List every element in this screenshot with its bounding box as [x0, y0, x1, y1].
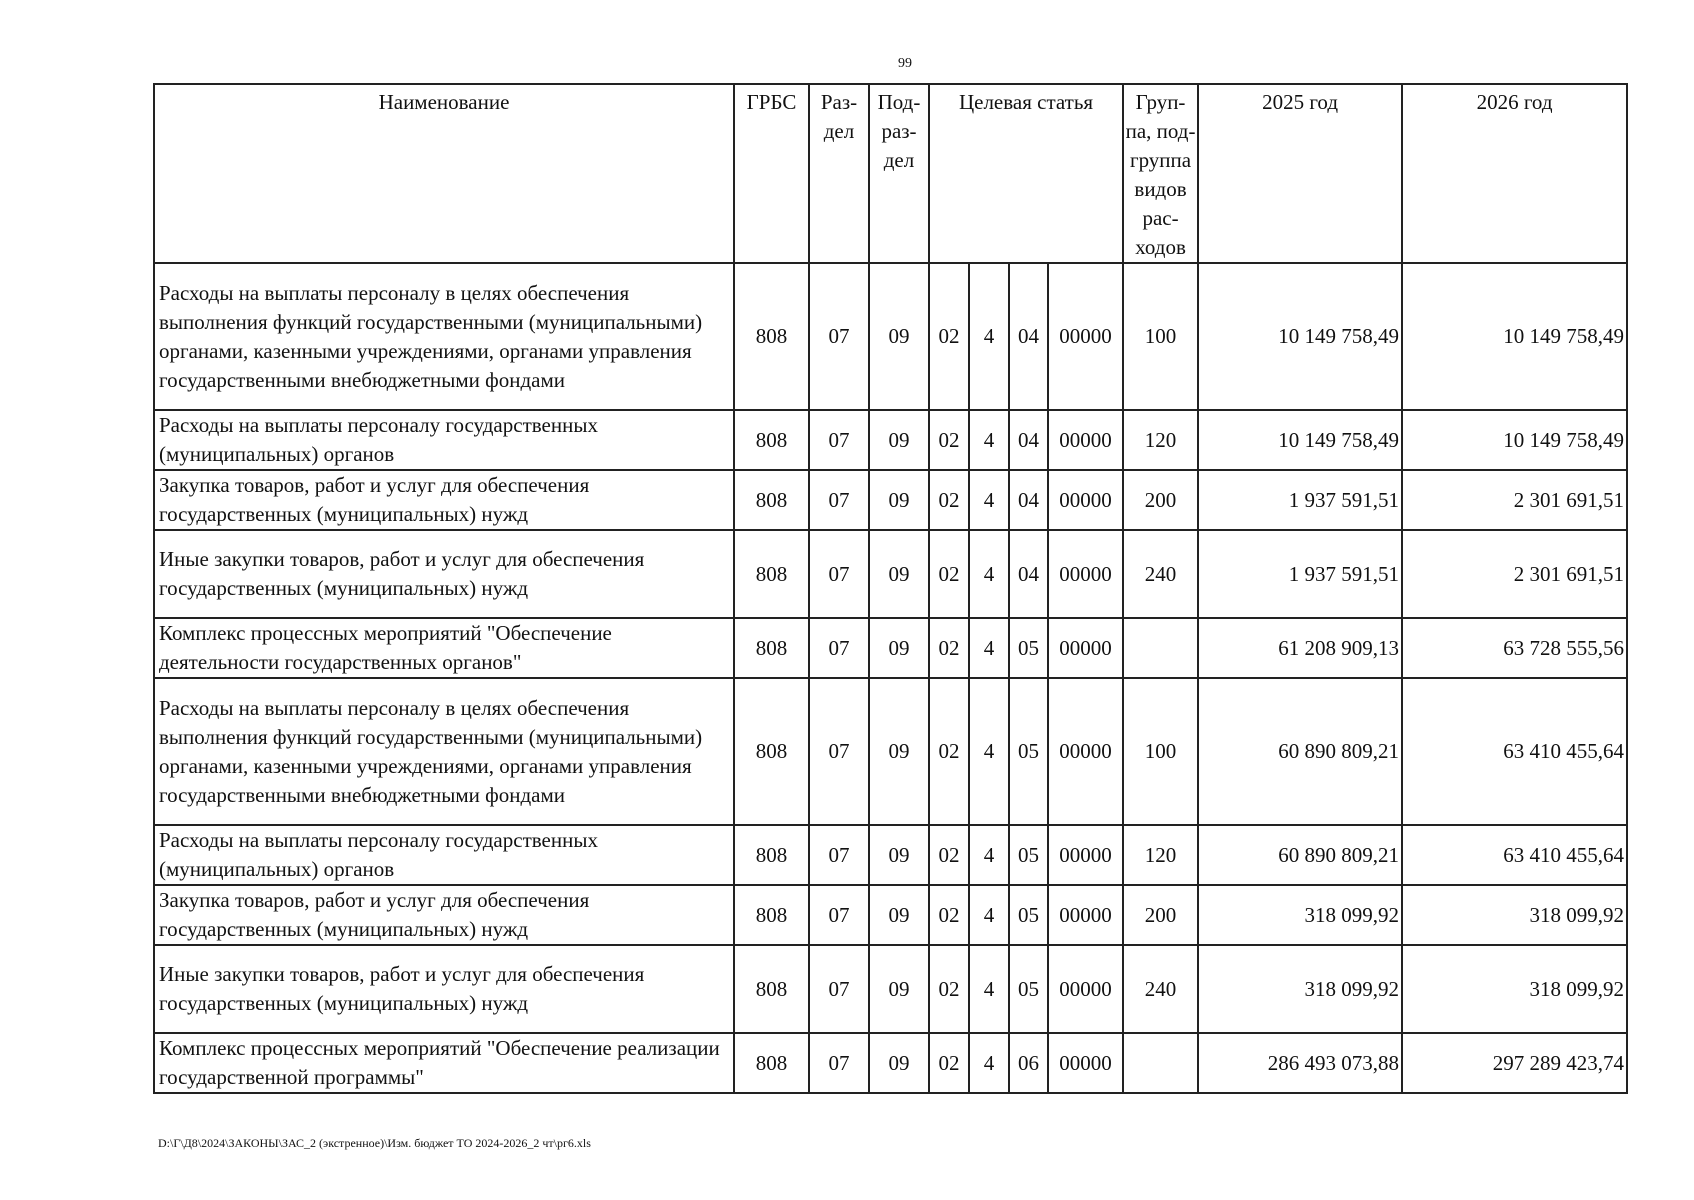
row-amount-2025: 1 937 591,51 — [1198, 470, 1402, 530]
row-grbs: 808 — [734, 885, 809, 945]
row-target-program: 02 — [929, 885, 969, 945]
row-target-complex: 04 — [1009, 263, 1048, 410]
row-expense-group: 120 — [1123, 825, 1198, 885]
row-razdel: 07 — [809, 885, 869, 945]
row-target-complex: 06 — [1009, 1033, 1048, 1093]
row-grbs: 808 — [734, 618, 809, 678]
row-razdel: 07 — [809, 945, 869, 1033]
row-expense-group: 240 — [1123, 530, 1198, 618]
row-podrazdel: 09 — [869, 618, 929, 678]
row-expense-group: 200 — [1123, 470, 1198, 530]
row-razdel: 07 — [809, 618, 869, 678]
header-podrazdel: Под- раз- дел — [869, 84, 929, 263]
row-target-direction: 00000 — [1048, 410, 1123, 470]
row-expense-group: 100 — [1123, 263, 1198, 410]
row-amount-2026: 297 289 423,74 — [1402, 1033, 1627, 1093]
footer-file-path: D:\Г\Д8\2024\ЗАКОНЫ\ЗАС_2 (экстренное)\Изм. бюджет ТО 2024-2026_2 чт\рг6.xls — [158, 1136, 591, 1150]
row-amount-2025: 10 149 758,49 — [1198, 263, 1402, 410]
row-name: Расходы на выплаты персоналу в целях обеспечения выполнения функций государственными (муниципальными) органами, казенными учреждениями, органами управления государственными внебюджетными фондами — [154, 263, 734, 410]
row-grbs: 808 — [734, 678, 809, 825]
row-target-type: 4 — [969, 263, 1009, 410]
row-razdel: 07 — [809, 678, 869, 825]
row-amount-2025: 10 149 758,49 — [1198, 410, 1402, 470]
header-group: Груп- па, под- группа видов рас- ходов — [1123, 84, 1198, 263]
row-grbs: 808 — [734, 530, 809, 618]
row-grbs: 808 — [734, 410, 809, 470]
row-podrazdel: 09 — [869, 825, 929, 885]
row-target-direction: 00000 — [1048, 470, 1123, 530]
table-row — [154, 1033, 1627, 1093]
table-row — [154, 945, 1627, 1033]
row-razdel: 07 — [809, 470, 869, 530]
row-target-program: 02 — [929, 678, 969, 825]
row-target-direction: 00000 — [1048, 263, 1123, 410]
row-target-program: 02 — [929, 263, 969, 410]
row-razdel: 07 — [809, 263, 869, 410]
row-grbs: 808 — [734, 825, 809, 885]
row-target-complex: 05 — [1009, 885, 1048, 945]
row-target-type: 4 — [969, 618, 1009, 678]
row-target-program: 02 — [929, 470, 969, 530]
row-target-direction: 00000 — [1048, 678, 1123, 825]
row-name: Расходы на выплаты персоналу государственных (муниципальных) органов — [154, 825, 734, 885]
row-target-type: 4 — [969, 678, 1009, 825]
row-podrazdel: 09 — [869, 885, 929, 945]
row-target-type: 4 — [969, 410, 1009, 470]
row-amount-2025: 318 099,92 — [1198, 945, 1402, 1033]
header-year-2026: 2026 год — [1402, 84, 1627, 263]
row-amount-2026: 10 149 758,49 — [1402, 410, 1627, 470]
budget-table — [153, 83, 1628, 1094]
row-amount-2026: 63 410 455,64 — [1402, 825, 1627, 885]
row-expense-group: 240 — [1123, 945, 1198, 1033]
row-target-program: 02 — [929, 410, 969, 470]
row-amount-2025: 61 208 909,13 — [1198, 618, 1402, 678]
row-name: Иные закупки товаров, работ и услуг для обеспечения государственных (муниципальных) нужд — [154, 530, 734, 618]
row-target-type: 4 — [969, 945, 1009, 1033]
header-razdel: Раз- дел — [809, 84, 869, 263]
row-target-complex: 05 — [1009, 825, 1048, 885]
table-row — [154, 618, 1627, 678]
row-target-program: 02 — [929, 618, 969, 678]
row-target-type: 4 — [969, 1033, 1009, 1093]
table-row — [154, 470, 1627, 530]
header-name: Наименование — [154, 84, 734, 263]
header-target: Целевая статья — [929, 84, 1123, 263]
row-target-type: 4 — [969, 825, 1009, 885]
page-number: 99 — [898, 56, 912, 71]
row-amount-2026: 2 301 691,51 — [1402, 530, 1627, 618]
row-razdel: 07 — [809, 410, 869, 470]
row-razdel: 07 — [809, 825, 869, 885]
row-name: Закупка товаров, работ и услуг для обеспечения государственных (муниципальных) нужд — [154, 885, 734, 945]
row-target-program: 02 — [929, 945, 969, 1033]
row-target-complex: 04 — [1009, 410, 1048, 470]
row-target-type: 4 — [969, 885, 1009, 945]
row-amount-2025: 60 890 809,21 — [1198, 825, 1402, 885]
table-row — [154, 263, 1627, 410]
row-expense-group — [1123, 618, 1198, 678]
row-podrazdel: 09 — [869, 945, 929, 1033]
row-name: Закупка товаров, работ и услуг для обеспечения государственных (муниципальных) нужд — [154, 470, 734, 530]
row-podrazdel: 09 — [869, 678, 929, 825]
row-target-direction: 00000 — [1048, 1033, 1123, 1093]
row-target-program: 02 — [929, 825, 969, 885]
row-target-type: 4 — [969, 530, 1009, 618]
row-amount-2026: 318 099,92 — [1402, 885, 1627, 945]
row-name: Иные закупки товаров, работ и услуг для обеспечения государственных (муниципальных) нужд — [154, 945, 734, 1033]
row-target-complex: 05 — [1009, 945, 1048, 1033]
row-amount-2026: 63 728 555,56 — [1402, 618, 1627, 678]
header-year-2025: 2025 год — [1198, 84, 1402, 263]
header-row — [154, 84, 1627, 263]
row-name: Комплекс процессных мероприятий "Обеспечение деятельности государственных органов" — [154, 618, 734, 678]
row-amount-2026: 2 301 691,51 — [1402, 470, 1627, 530]
row-amount-2026: 318 099,92 — [1402, 945, 1627, 1033]
row-target-complex: 04 — [1009, 530, 1048, 618]
row-target-program: 02 — [929, 530, 969, 618]
row-target-direction: 00000 — [1048, 885, 1123, 945]
row-target-complex: 05 — [1009, 618, 1048, 678]
row-razdel: 07 — [809, 530, 869, 618]
row-amount-2025: 1 937 591,51 — [1198, 530, 1402, 618]
row-grbs: 808 — [734, 470, 809, 530]
row-target-complex: 04 — [1009, 470, 1048, 530]
table-row — [154, 530, 1627, 618]
row-target-direction: 00000 — [1048, 825, 1123, 885]
row-target-program: 02 — [929, 1033, 969, 1093]
row-name: Расходы на выплаты персоналу в целях обеспечения выполнения функций государственными (муниципальными) органами, казенными учреждениями, органами управления государственными внебюджетными фондами — [154, 678, 734, 825]
row-amount-2025: 286 493 073,88 — [1198, 1033, 1402, 1093]
table-row — [154, 885, 1627, 945]
row-amount-2026: 63 410 455,64 — [1402, 678, 1627, 825]
row-podrazdel: 09 — [869, 263, 929, 410]
table-row — [154, 825, 1627, 885]
header-grbs: ГРБС — [734, 84, 809, 263]
row-podrazdel: 09 — [869, 410, 929, 470]
row-podrazdel: 09 — [869, 470, 929, 530]
row-expense-group — [1123, 1033, 1198, 1093]
row-amount-2026: 10 149 758,49 — [1402, 263, 1627, 410]
row-expense-group: 200 — [1123, 885, 1198, 945]
row-grbs: 808 — [734, 1033, 809, 1093]
row-podrazdel: 09 — [869, 1033, 929, 1093]
row-target-complex: 05 — [1009, 678, 1048, 825]
row-expense-group: 120 — [1123, 410, 1198, 470]
row-expense-group: 100 — [1123, 678, 1198, 825]
row-name: Комплекс процессных мероприятий "Обеспечение реализации государственной программы" — [154, 1033, 734, 1093]
row-podrazdel: 09 — [869, 530, 929, 618]
row-target-type: 4 — [969, 470, 1009, 530]
row-target-direction: 00000 — [1048, 945, 1123, 1033]
row-grbs: 808 — [734, 945, 809, 1033]
row-target-direction: 00000 — [1048, 618, 1123, 678]
row-grbs: 808 — [734, 263, 809, 410]
row-name: Расходы на выплаты персоналу государственных (муниципальных) органов — [154, 410, 734, 470]
table-row — [154, 678, 1627, 825]
row-amount-2025: 60 890 809,21 — [1198, 678, 1402, 825]
row-target-direction: 00000 — [1048, 530, 1123, 618]
table-row — [154, 410, 1627, 470]
row-amount-2025: 318 099,92 — [1198, 885, 1402, 945]
row-razdel: 07 — [809, 1033, 869, 1093]
